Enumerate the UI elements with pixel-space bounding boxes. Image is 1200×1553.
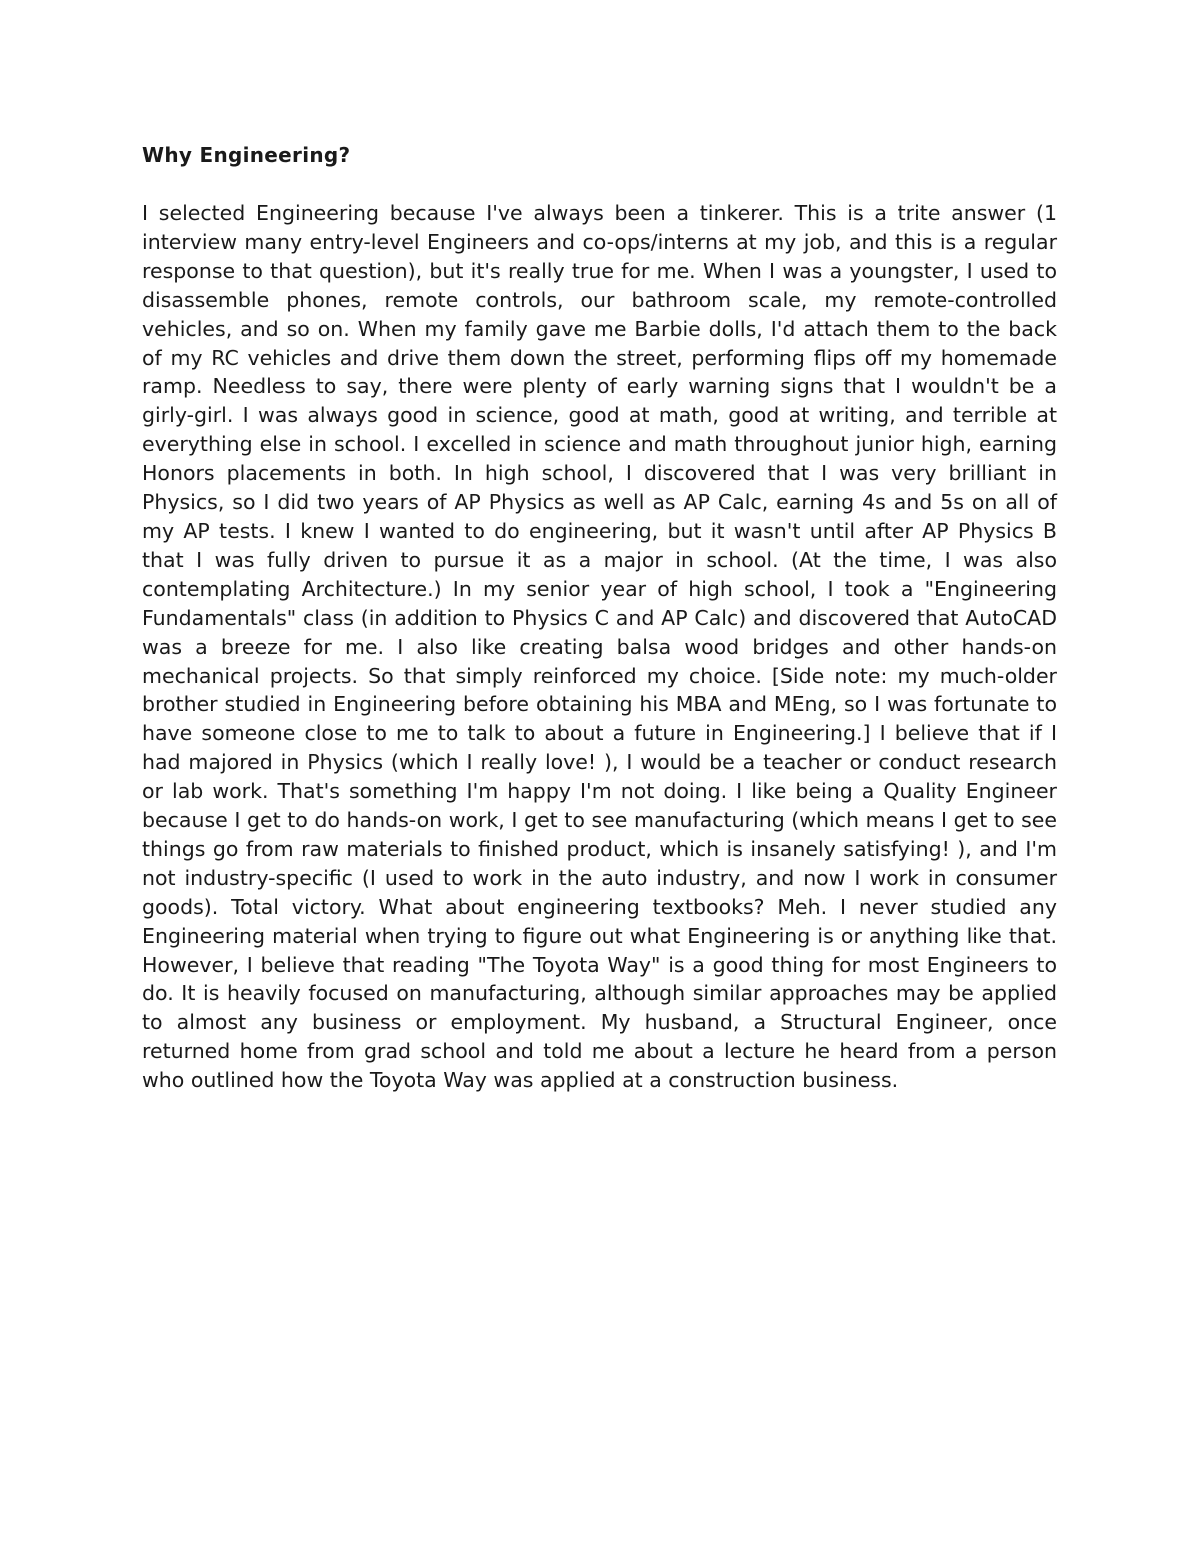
document-body-paragraph: I selected Engineering because I've always been a tinkerer. This is a trite answer (1 interview many entry-level Engineers and co-ops/interns at my job, and this is a regular response to that question), but it's really true for me. When I was a youngster, I used to disassemble phones, remote controls, our bathroom scale, my remote-controlled vehicles, and so on. When my family gave me Barbie dolls, I'd attach them to the back of my RC vehicles and drive them down the street, performing flips off my homemade ramp. Needless to say, there were plenty of early warning signs that I wouldn't be a girly-girl. I was always good in science, good at math, good at writing, and terrible at everything else in school. I excelled in science and math throughout junior high, earning Honors placements in both. In high school, I discovered that I was very brilliant in Physics, so I did two years of AP Physics as well as AP Calc, earning 4s and 5s on all of my AP tests. I knew I wanted to do engineering, but it wasn't until after AP Physics B that I was fully driven to pursue it as a major in school. (At the time, I was also contemplating Architecture.) In my senior year of high school, I took a "Engineering Fundamentals" class (in addition to Physics C and AP Calc) and discovered that AutoCAD was a breeze for me. I also like creating balsa wood bridges and other hands-on mechanical projects. So that simply reinforced my choice. [Side note: my much-older brother studied in Engineering before obtaining his MBA and MEng, so I was fortunate to have someone close to me to talk to about a future in Engineering.] I believe that if I had majored in Physics (which I really love! ), I would be a teacher or conduct research or lab work. That's something I'm happy I'm not doing. I like being a Quality Engineer because I get to do hands-on work, I get to see manufacturing (which means I get to see things go from raw materials to finished product, which is insanely satisfying! ), and I'm not industry-specific (I used to work in the auto industry, and now I work in consumer goods). Total victory. What about engineering textbooks? Meh. I never studied any Engineering material when trying to figure out what Engineering is or anything like that. However, I believe that reading "The Toyota Way" is a good thing for most Engineers to do. It is heavily focused on manufacturing, although similar approaches may be applied to almost any business or employment. My husband, a Structural Engineer, once returned home from grad school and told me about a lecture he heard from a person who outlined how the Toyota Way was applied at a construction business. bbox=[142, 201, 1057, 1093]
document-content bbox=[142, 141, 1057, 1095]
document-title: Why Engineering? bbox=[142, 143, 351, 167]
